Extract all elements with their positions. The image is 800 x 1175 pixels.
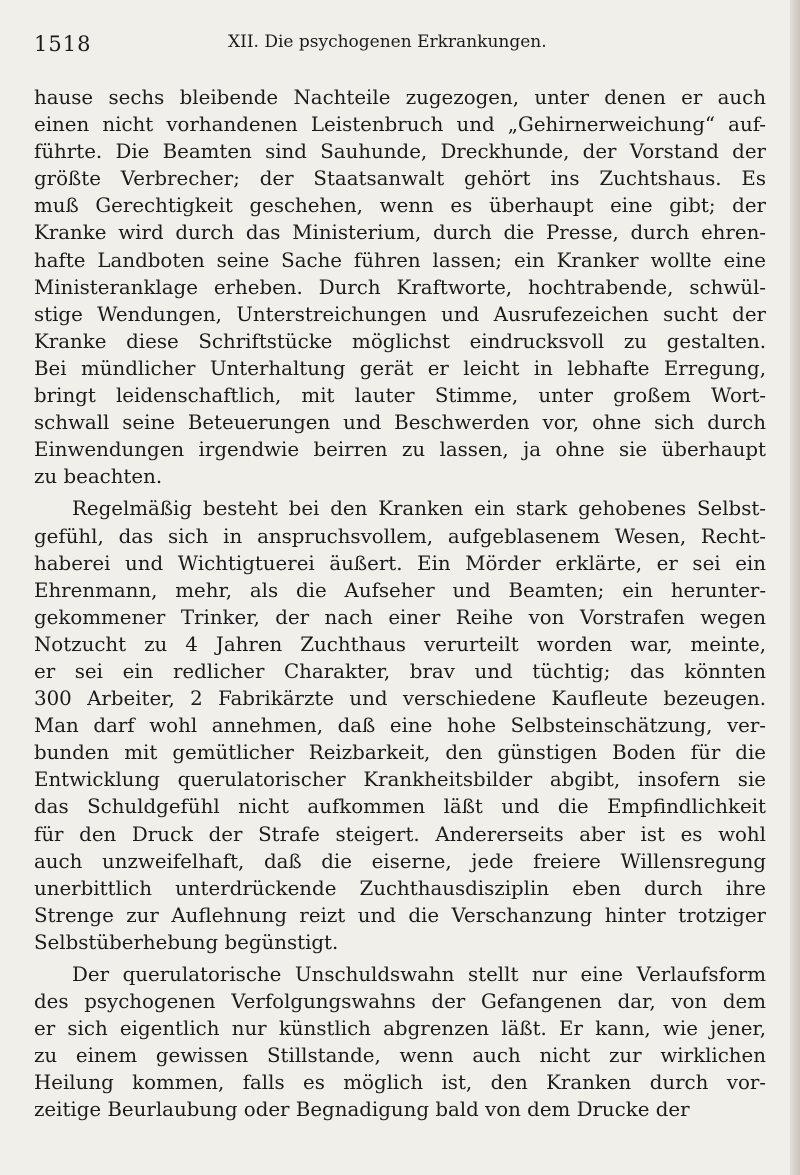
text-line: hause sechs bleibende Nachteile zugezogen, unter denen er auch [34, 86, 766, 109]
paragraph [34, 495, 766, 956]
text-line: Kranke diese Schriftstücke möglichst eindrucksvoll zu gestalten. [34, 329, 766, 353]
text-line: Regelmäßig besteht bei den Kranken ein stark gehobenes Selbst- [72, 497, 766, 521]
text-line: Ehrenmann, mehr, als die Aufseher und Beamten; ein herunter- [34, 578, 766, 602]
text-line: muß Gerechtigkeit geschehen, wenn es überhaupt eine gibt; der [34, 194, 766, 218]
text-line: zu beachten. [34, 465, 163, 489]
paragraph [34, 84, 766, 490]
text-line: bunden mit gemütlicher Reizbarkeit, den günstigen Boden für die [34, 741, 766, 765]
text-line: Kranke wird durch das Ministerium, durch die Presse, durch ehren- [34, 221, 766, 245]
page-edge-shadow [790, 0, 800, 1175]
text-line: haberei und Wichtigtuerei äußert. Ein Mörder erklärte, er sei ein [34, 551, 766, 575]
text-line: für den Druck der Strafe steigert. Andererseits aber ist es wohl [34, 822, 766, 846]
text-line: schwall seine Beteuerungen und Beschwerden vor, ohne sich durch [34, 411, 766, 435]
text-line: Heilung kommen, falls es möglich ist, den Kranken durch vor- [34, 1071, 766, 1095]
text-line: er sei ein redlicher Charakter, brav und tüchtig; das könnten [34, 659, 766, 683]
text-line: er sich eigentlich nur künstlich abgrenzen läßt. Er kann, wie jener, [34, 1017, 766, 1041]
running-header [34, 30, 766, 70]
text-line: größte Verbrecher; der Staatsanwalt gehört ins Zuchtshaus. Es [34, 167, 766, 191]
text-line: zeitige Beurlaubung oder Begnadigung bald von dem Drucke der [34, 1098, 690, 1122]
text-line: Selbstüberhebung begünstigt. [34, 930, 339, 954]
text-line: gekommener Trinker, der nach einer Reihe von Vorstrafen wegen [34, 605, 766, 629]
text-line: Ministeranklage erheben. Durch Kraftworte, hochtrabende, schwül- [34, 275, 766, 299]
text-line: Bei mündlicher Unterhaltung gerät er leicht in lebhafte Erregung, [34, 356, 766, 380]
text-line: hafte Landboten seine Sache führen lassen; ein Kranker wollte eine [34, 248, 766, 272]
text-line: führte. Die Beamten sind Sauhunde, Dreckhunde, der Vorstand der [34, 140, 766, 164]
chapter-title: XII. Die psychogenen Erkrankungen. [228, 32, 547, 52]
text-line: Entwicklung querulatorischer Krankheitsbilder abgibt, insofern sie [34, 768, 766, 792]
text-line: gefühl, das sich in anspruchsvollem, aufgeblasenem Wesen, Recht- [34, 524, 766, 548]
text-line: unerbittlich unterdrückende Zuchthausdisziplin eben durch ihre [34, 876, 766, 900]
page-number: 1518 [34, 32, 92, 56]
text-line: das Schuldgefühl nicht aufkommen läßt und die Empfindlichkeit [34, 795, 766, 819]
paragraph [34, 961, 766, 1124]
text-line: Man darf wohl annehmen, daß eine hohe Selbsteinschätzung, ver- [34, 714, 766, 738]
text-line: auch unzweifelhaft, daß die eiserne, jede freiere Willensregung [34, 849, 766, 873]
text-line: stige Wendungen, Unterstreichungen und Ausrufezeichen sucht der [34, 302, 766, 326]
text-line: einen nicht vorhandenen Leistenbruch und „Gehirnerweichung“ auf- [34, 113, 766, 137]
text-line: Notzucht zu 4 Jahren Zuchthaus verurteilt worden war, meinte, [34, 632, 766, 656]
text-line: bringt leidenschaftlich, mit lauter Stimme, unter großem Wort- [34, 384, 766, 408]
text-line: zu einem gewissen Stillstande, wenn auch nicht zur wirklichen [34, 1044, 766, 1068]
text-line: Der querulatorische Unschuldswahn stellt nur eine Verlaufsform [72, 963, 766, 986]
text-line: des psychogenen Verfolgungswahns der Gefangenen dar, von dem [34, 990, 766, 1014]
text-line: 300 Arbeiter, 2 Fabrikärzte und verschiedene Kaufleute bezeugen. [34, 687, 766, 711]
text-line: Einwendungen irgendwie beirren zu lassen, ja ohne sie überhaupt [34, 438, 766, 462]
text-line: Strenge zur Auflehnung reizt und die Verschanzung hinter trotziger [34, 903, 766, 927]
body-text [34, 84, 766, 1124]
